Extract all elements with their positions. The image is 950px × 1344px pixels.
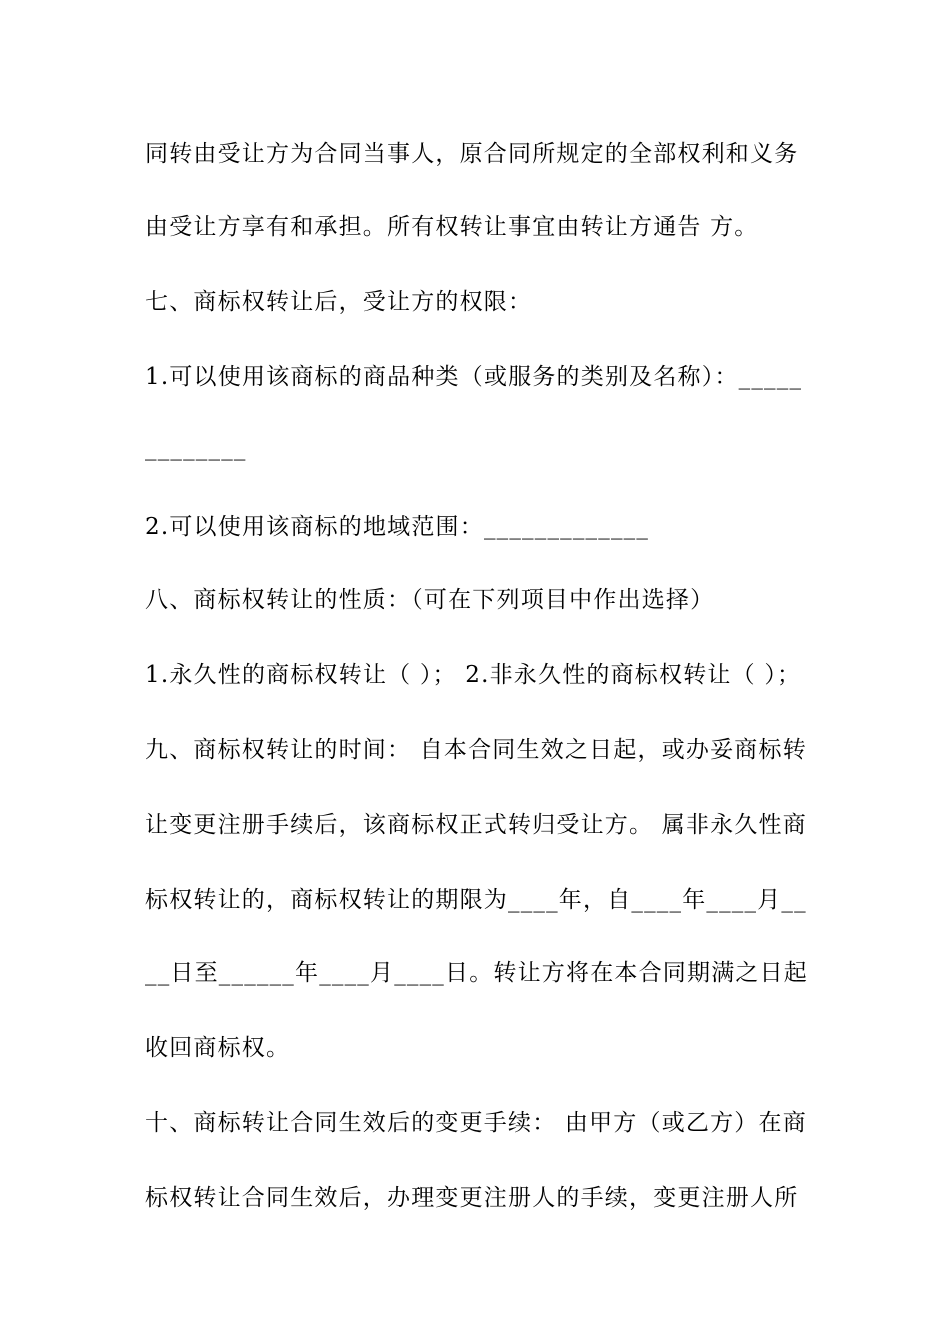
paragraph-line: 标权转让的，商标权转让的期限为____年，自____年____月__: [145, 887, 807, 913]
paragraph-line: 1.永久性的商标权转让（ ）； 2.非永久性的商标权转让（ ）；: [145, 662, 802, 688]
section-heading: 九、商标权转让的时间： 自本合同生效之日起，或办妥商标转: [145, 737, 807, 763]
paragraph-line: 同转由受让方为合同当事人，原合同所规定的全部权利和义务: [145, 141, 799, 167]
paragraph-line: __日至______年____月____日。转让方将在本合同期满之日起: [145, 960, 808, 986]
paragraph-line: 由受让方享有和承担。所有权转让事宜由转让方通告 方。: [145, 214, 759, 240]
paragraph-line: 2.可以使用该商标的地域范围：_____________: [145, 514, 650, 540]
section-heading: 十、商标转让合同生效后的变更手续： 由甲方（或乙方）在商: [145, 1110, 807, 1136]
paragraph-line: 1.可以使用该商标的商品种类（或服务的类别及名称）：_____: [145, 364, 803, 390]
fill-blank-line: ________: [145, 435, 247, 461]
paragraph-line: 标权转让合同生效后，办理变更注册人的手续，变更注册人所: [145, 1185, 799, 1211]
section-heading: 八、商标权转让的性质：（可在下列项目中作出选择）: [145, 587, 715, 613]
paragraph-line: 收回商标权。: [145, 1035, 291, 1061]
paragraph-line: 让变更注册手续后，该商标权正式转归受让方。 属非永久性商: [145, 812, 807, 838]
section-heading: 七、商标权转让后，受让方的权限：: [145, 289, 533, 315]
